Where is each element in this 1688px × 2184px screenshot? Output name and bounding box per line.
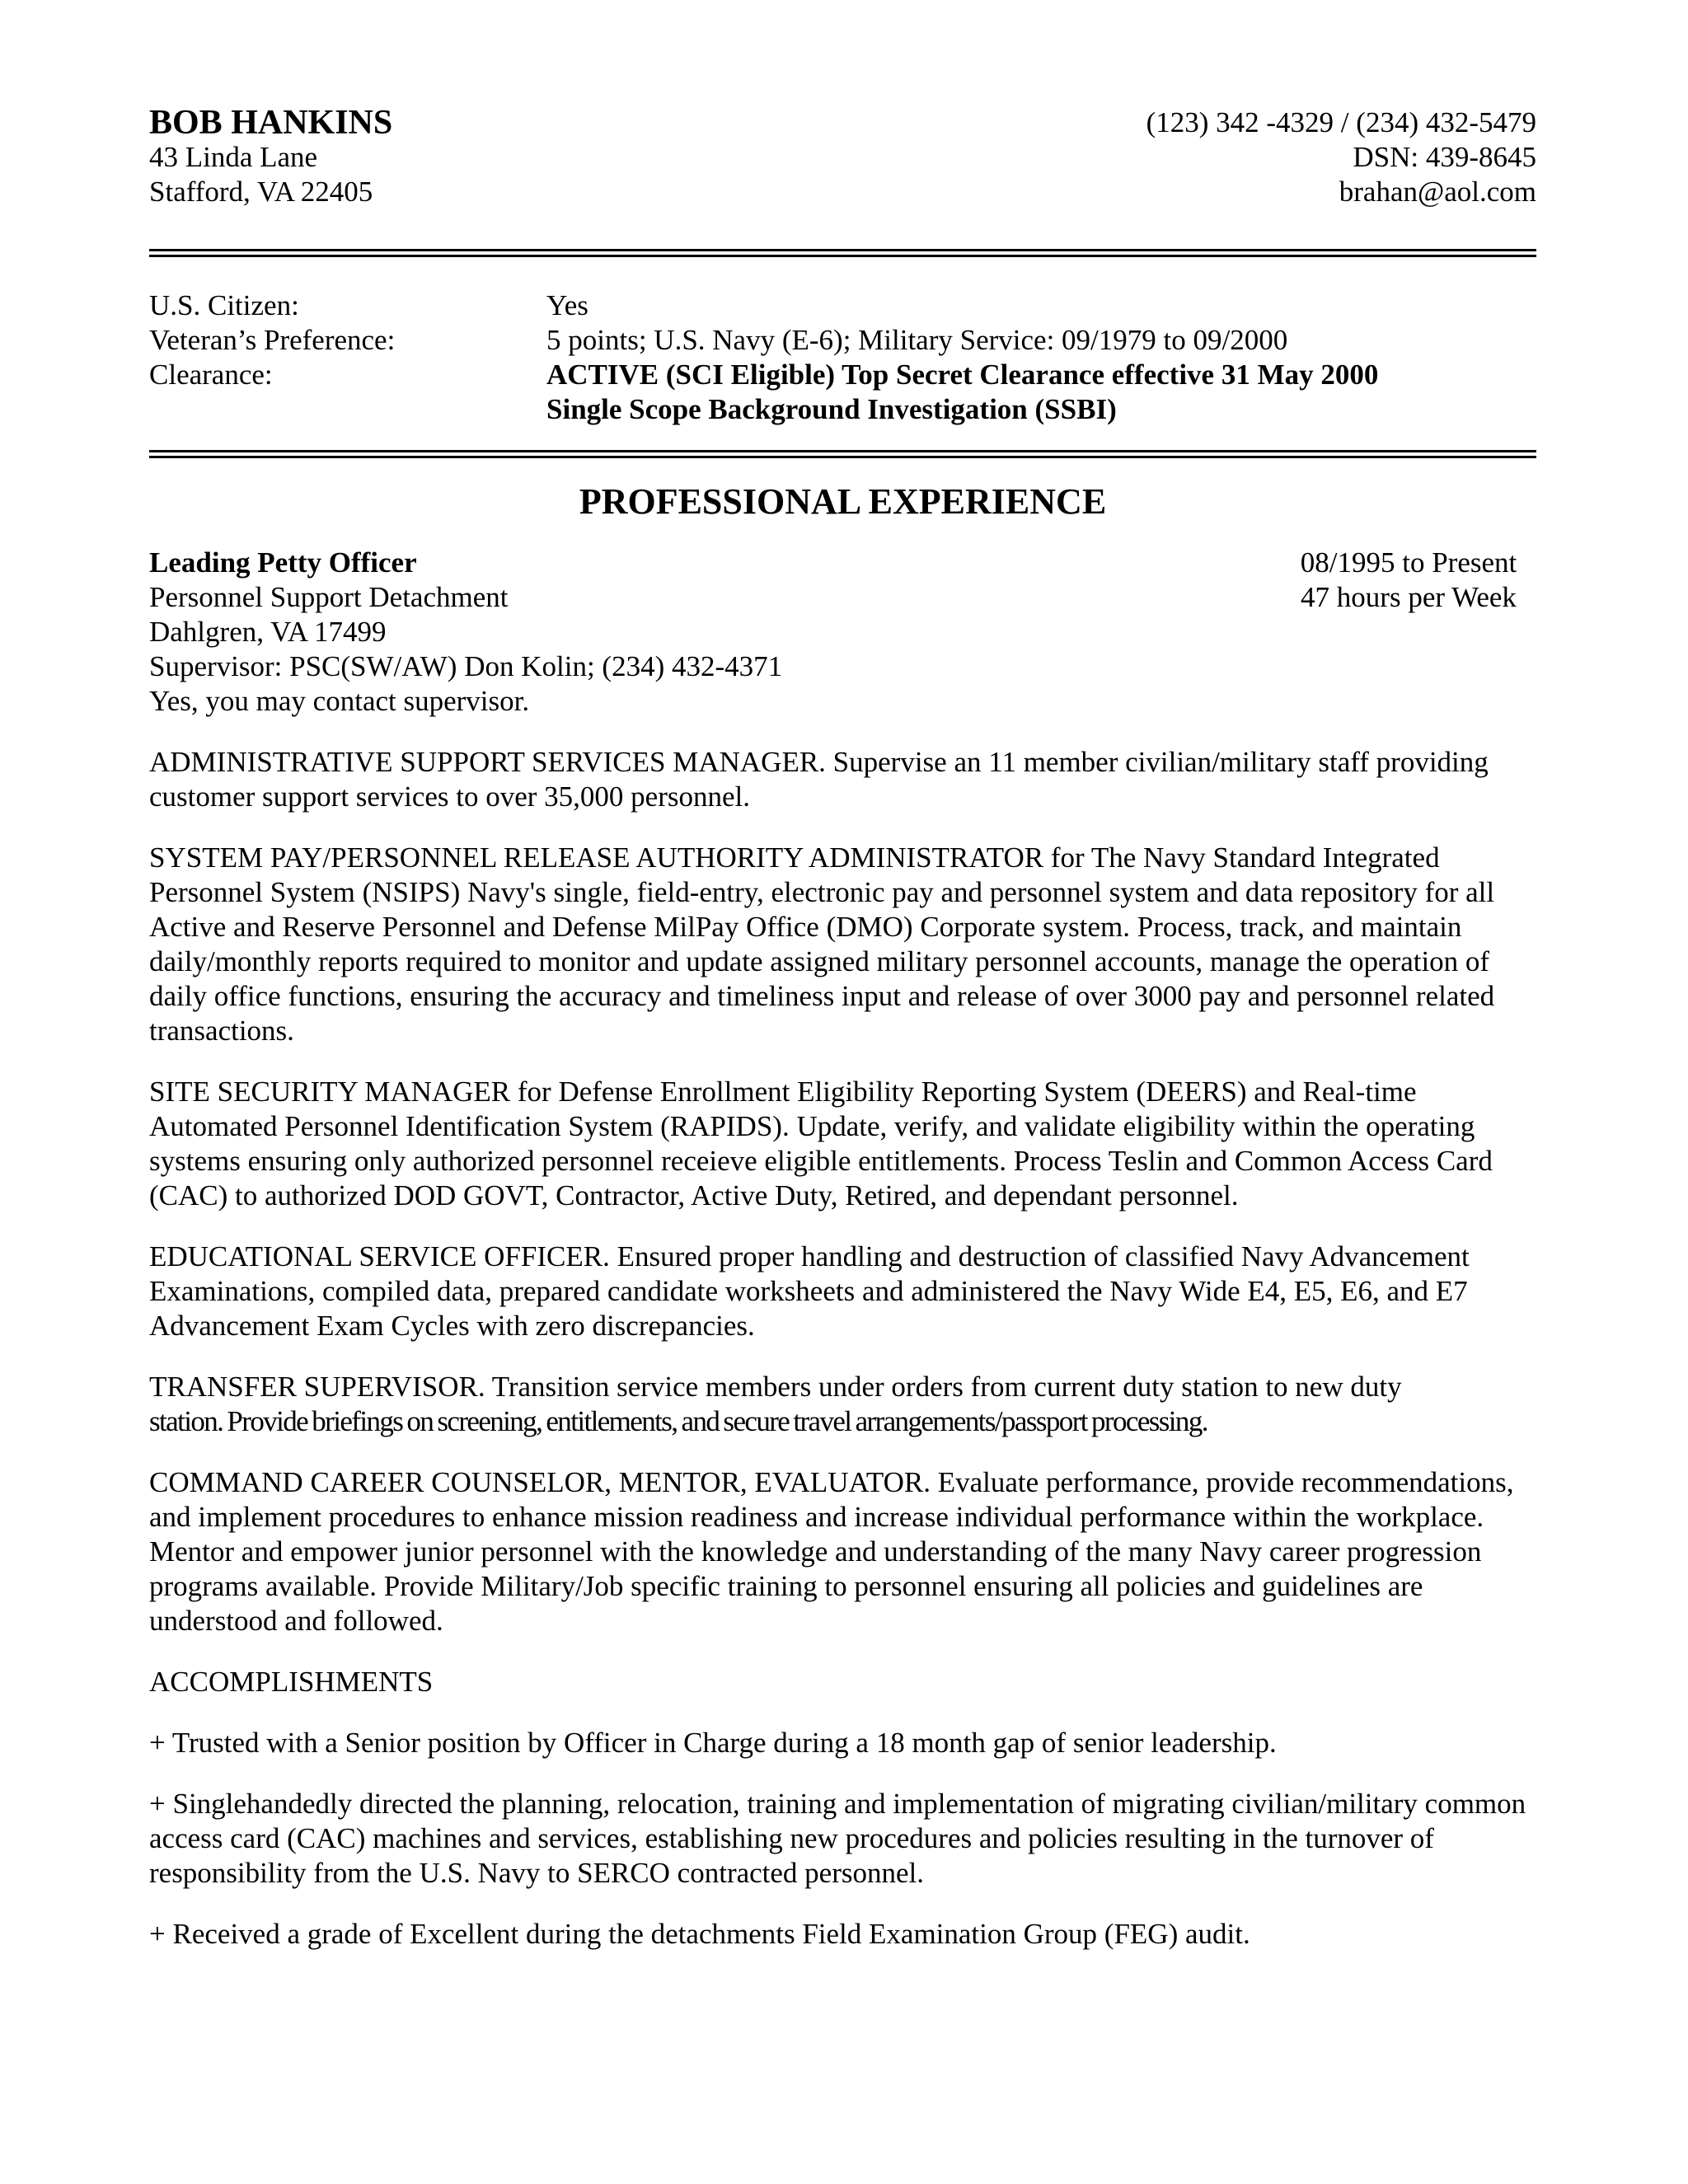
section-title: PROFESSIONAL EXPERIENCE bbox=[579, 481, 1107, 522]
street-address: 43 Linda Lane bbox=[149, 141, 318, 173]
veteran-label: Veteran’s Preference: bbox=[149, 324, 396, 356]
clearance-label: Clearance: bbox=[149, 359, 273, 391]
duty-paragraph-education: EDUCATIONAL SERVICE OFFICER. Ensured proper handling and destruction of classified Navy Advancement Examinations, compiled data, prepared candidate worksheets and administered the Navy Wide E4, E5, E6, and E7 Advancement Exam Cycles with zero discrepancies. bbox=[149, 1240, 1470, 1342]
job-unit: Personnel Support Detachment bbox=[149, 581, 509, 613]
duty-paragraph-admin: ADMINISTRATIVE SUPPORT SERVICES MANAGER. Supervise an 11 member civilian/military staff providing customer support services to over 35,000 personnel. bbox=[149, 746, 1489, 813]
job-supervisor: Supervisor: PSC(SW/AW) Don Kolin; (234) 432-4371 bbox=[149, 650, 783, 682]
resume-page bbox=[149, 105, 1536, 1952]
veteran-value: 5 points; U.S. Navy (E-6); Military Service: 09/1979 to 09/2000 bbox=[546, 324, 1288, 356]
contact-header bbox=[149, 105, 1536, 209]
duty-paragraph-pay-admin: SYSTEM PAY/PERSONNEL RELEASE AUTHORITY ADMINISTRATOR for The Navy Standard Integrated Personnel System (NSIPS) Navy's single, field-entry, electronic pay and personnel system and data repository for all Active and Reserve Personnel and Defense MilPay Office (DMO) Corporate system. Process, track, and maintain daily/monthly reports required to monitor and update assigned military personnel accounts, manage the operation of daily office functions, ensuring the accuracy and timeliness input and release of over 3000 pay and personnel related transactions. bbox=[149, 841, 1495, 1047]
job-entry bbox=[149, 546, 1536, 719]
eligibility-info bbox=[149, 288, 1536, 427]
job-dates: 08/1995 to Present bbox=[1300, 546, 1517, 579]
dsn-number: DSN: 439-8645 bbox=[1353, 141, 1536, 173]
accomplishment-item: + Received a grade of Excellent during the detachments Field Examination Group (FEG) audit. bbox=[149, 1918, 1250, 1950]
transfer-line-1: TRANSFER SUPERVISOR. Transition service members under orders from current duty station to new duty bbox=[149, 1371, 1402, 1403]
accomplishments-heading: ACCOMPLISHMENTS bbox=[149, 1666, 434, 1698]
clearance-value bbox=[546, 358, 1536, 427]
clearance-line-1: ACTIVE (SCI Eligible) Top Secret Clearance effective 31 May 2000 bbox=[546, 359, 1379, 391]
job-hours: 47 hours per Week bbox=[1301, 581, 1517, 613]
job-title: Leading Petty Officer bbox=[149, 546, 417, 579]
duty-paragraph-transfer bbox=[149, 1370, 1536, 1439]
job-location: Dahlgren, VA 17499 bbox=[149, 616, 387, 648]
transfer-line-2: station. Provide briefings on screening, entitlements, and secure travel arrangements/passport processing. bbox=[149, 1405, 1207, 1437]
accomplishment-item: + Trusted with a Senior position by Officer in Charge during a 18 month gap of senior leadership. bbox=[149, 1727, 1277, 1759]
job-contact-permission: Yes, you may contact supervisor. bbox=[149, 685, 530, 717]
header-divider bbox=[149, 249, 1536, 257]
candidate-name: BOB HANKINS bbox=[149, 104, 393, 142]
citizen-value: Yes bbox=[546, 289, 588, 321]
duty-paragraph-counselor: COMMAND CAREER COUNSELOR, MENTOR, EVALUATOR. Evaluate performance, provide recommendations, and implement procedures to enhance mission readiness and increase individual performance within the workplace. Mentor and empower junior personnel with the knowledge and understanding of the many Navy career progression programs available. Provide Military/Job specific training to personnel ensuring all policies and guidelines are understood and followed. bbox=[149, 1466, 1514, 1637]
clearance-line-2: Single Scope Background Investigation (SSBI) bbox=[546, 393, 1117, 425]
phone-numbers: (123) 342 -4329 / (234) 432-5479 bbox=[1146, 106, 1536, 138]
city-state-zip: Stafford, VA 22405 bbox=[149, 176, 373, 208]
email-address: brahan@aol.com bbox=[1339, 176, 1536, 208]
citizen-label: U.S. Citizen: bbox=[149, 289, 299, 321]
accomplishment-item: + Singlehandedly directed the planning, relocation, training and implementation of migrating civilian/military common access card (CAC) machines and services, establishing new procedures and policies resulting in the turnover of responsibility from the U.S. Navy to SERCO contracted personnel. bbox=[149, 1788, 1526, 1889]
duty-paragraph-security: SITE SECURITY MANAGER for Defense Enrollment Eligibility Reporting System (DEERS) and Real-time Automated Personnel Identification System (RAPIDS). Update, verify, and validate eligibility within the operating systems ensuring only authorized personnel receieve eligible entitlements. Process Teslin and Common Access Card (CAC) to authorized DOD GOVT, Contractor, Active Duty, Retired, and dependant personnel. bbox=[149, 1076, 1493, 1212]
info-divider bbox=[149, 450, 1536, 458]
